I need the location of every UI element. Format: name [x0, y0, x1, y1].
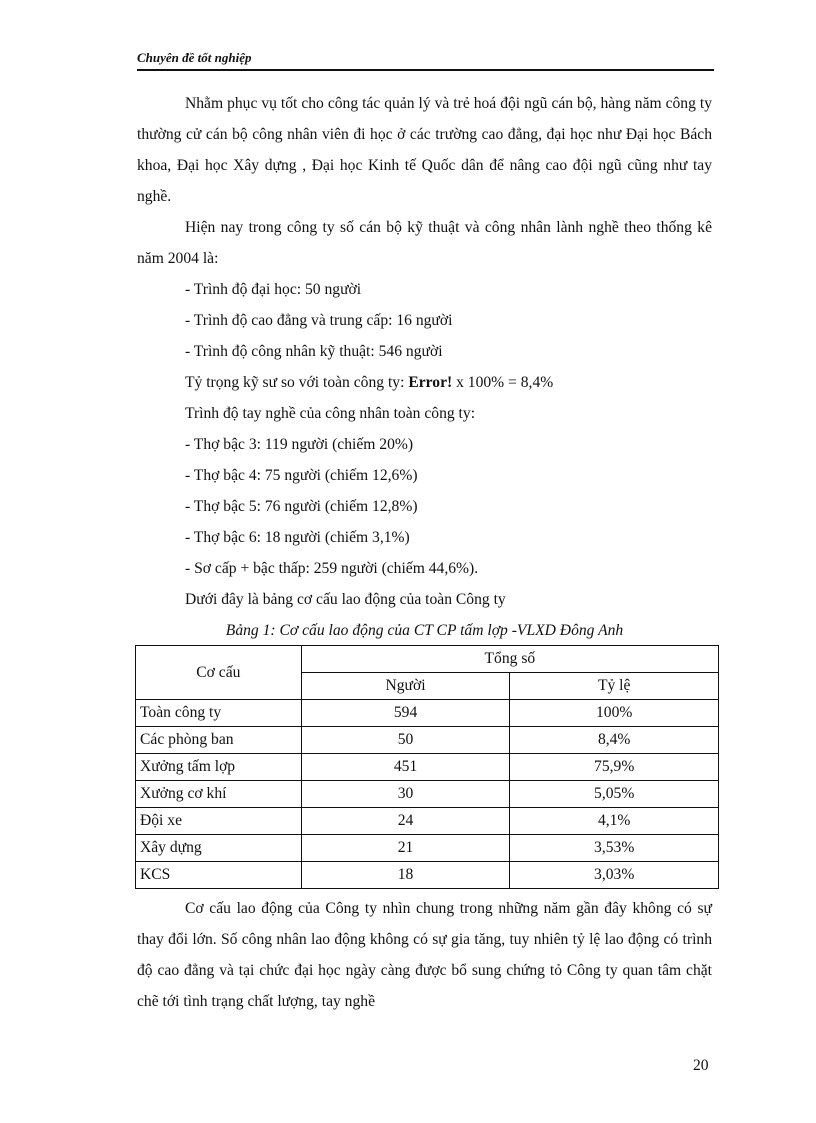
table-row — [136, 754, 719, 781]
cell-name: KCS — [136, 862, 302, 889]
cell-name: Toàn công ty — [136, 700, 302, 727]
header-rule — [137, 69, 714, 71]
cell-ratio: 75,9% — [510, 754, 719, 781]
header-people: Người — [301, 673, 510, 700]
paragraph-training: Nhằm phục vụ tốt cho công tác quản lý và trẻ hoá đội ngũ cán bộ, hàng năm công ty thường cử cán bộ công nhân viên đi học ở các trường cao đẳng, đại học như Đại học Bách khoa, Đại học Xây dựng , Đại học Kinh tế Quốc dân để nâng cao đội ngũ cũng như tay nghề. — [137, 95, 712, 205]
table-row — [136, 700, 719, 727]
cell-people: 594 — [301, 700, 510, 727]
cell-name: Xây dựng — [136, 835, 302, 862]
list-item-grade-4: - Thợ bậc 4: 75 người (chiếm 12,6%) — [185, 467, 418, 484]
cell-name: Xưởng tấm lợp — [136, 754, 302, 781]
engineer-ratio-line — [137, 367, 712, 398]
skill-level-heading: Trình độ tay nghề của công nhân toàn công ty: — [185, 405, 476, 422]
cell-ratio: 100% — [510, 700, 719, 727]
page-header-title: Chuyên đề tốt nghiệp — [137, 50, 252, 65]
ratio-prefix: Tỷ trọng kỹ sư so với toàn công ty: — [185, 374, 409, 391]
header-ratio: Tỷ lệ — [510, 673, 719, 700]
table-intro-line: Dưới đây là bảng cơ cấu lao động của toàn Công ty — [185, 591, 506, 608]
ratio-suffix: x 100% = 8,4% — [452, 374, 554, 391]
cell-name: Xưởng cơ khí — [136, 781, 302, 808]
table-row — [136, 727, 719, 754]
cell-ratio: 4,1% — [510, 808, 719, 835]
labor-structure-table — [135, 645, 719, 889]
header-total: Tổng số — [301, 646, 718, 673]
list-item-university: - Trình độ đại học: 50 người — [185, 281, 362, 298]
ratio-error-field: Error! — [408, 374, 453, 391]
cell-people: 30 — [301, 781, 510, 808]
list-item-technical-worker: - Trình độ công nhân kỹ thuật: 546 người — [185, 343, 443, 360]
cell-people: 24 — [301, 808, 510, 835]
cell-ratio: 3,03% — [510, 862, 719, 889]
cell-people: 451 — [301, 754, 510, 781]
table-caption: Bảng 1: Cơ cấu lao động của CT CP tấm lợp -VLXD Đông Anh — [225, 622, 624, 639]
cell-ratio: 8,4% — [510, 727, 719, 754]
cell-people: 18 — [301, 862, 510, 889]
paragraph-labor-structure: Cơ cấu lao động của Công ty nhìn chung trong những năm gần đây không có sự thay đổi lớn. Số công nhân lao động không có sự gia tăng, tuy nhiên tỷ lệ lao động có trình độ cao đẳng và tại chức đại học ngày càng được bổ sung chứng tỏ Công ty quan tâm chặt chẽ tới tình trạng chất lượng, tay nghề — [137, 900, 712, 1010]
paragraph-staff-stats: Hiện nay trong công ty số cán bộ kỹ thuật và công nhân lành nghề theo thống kê năm 2004 là: — [137, 219, 712, 267]
cell-name: Các phòng ban — [136, 727, 302, 754]
cell-ratio: 5,05% — [510, 781, 719, 808]
list-item-grade-5: - Thợ bậc 5: 76 người (chiếm 12,8%) — [185, 498, 418, 515]
cell-ratio: 3,53% — [510, 835, 719, 862]
list-item-grade-3: - Thợ bậc 3: 119 người (chiếm 20%) — [185, 436, 414, 453]
cell-name: Đội xe — [136, 808, 302, 835]
cell-people: 21 — [301, 835, 510, 862]
table-row — [136, 862, 719, 889]
table-row — [136, 808, 719, 835]
list-item-college: - Trình độ cao đẳng và trung cấp: 16 người — [185, 312, 453, 329]
table-row — [136, 835, 719, 862]
table-row — [136, 781, 719, 808]
page-body — [137, 88, 712, 1017]
header-structure: Cơ cấu — [136, 646, 302, 700]
cell-people: 50 — [301, 727, 510, 754]
list-item-grade-6: - Thợ bậc 6: 18 người (chiếm 3,1%) — [185, 529, 410, 546]
page-number: 20 — [693, 1057, 709, 1074]
list-item-primary-level: - Sơ cấp + bậc thấp: 259 người (chiếm 44,6%). — [185, 560, 479, 577]
